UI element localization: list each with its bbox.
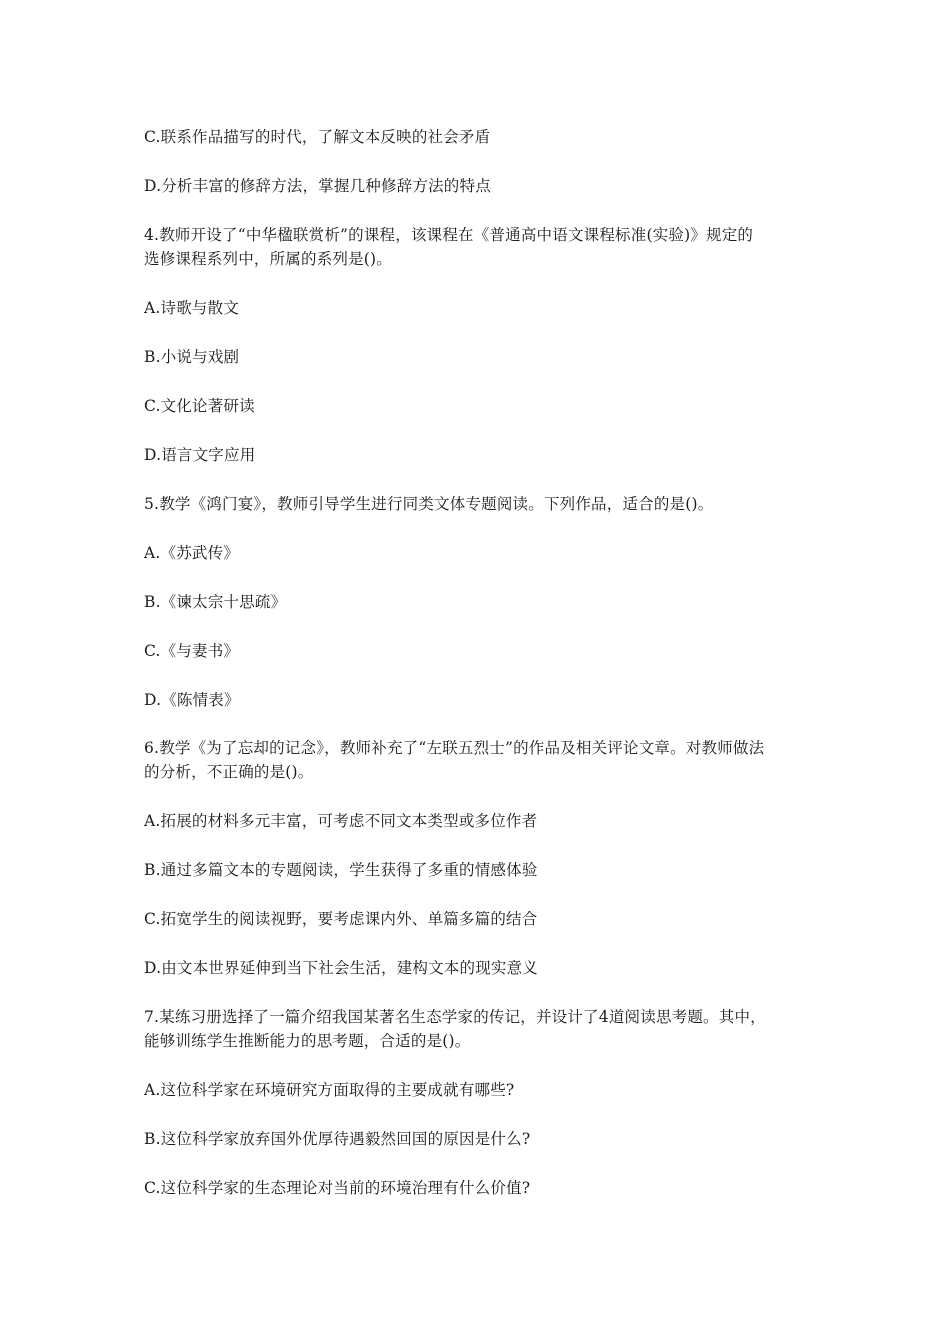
q6-option-b: B.通过多篇文本的专题阅读，学生获得了多重的情感体验 (144, 861, 538, 879)
q4-option-c: C.文化论著研读 (144, 397, 255, 415)
q4-stem-line1: 4.教师开设了“中华楹联赏析”的课程，该课程在《普通高中语文课程标准(实验)》规定的 (144, 226, 754, 244)
q4-option-d: D.语言文字应用 (144, 446, 256, 464)
q4-option-b: B.小说与戏剧 (144, 348, 240, 366)
q6-option-a: A.拓展的材料多元丰富，可考虑不同文本类型或多位作者 (144, 812, 538, 830)
q4-stem-line2: 选修课程系列中，所属的系列是()。 (144, 250, 392, 268)
q6-option-d: D.由文本世界延伸到当下社会生活，建构文本的现实意义 (144, 959, 539, 977)
q3-option-d: D.分析丰富的修辞方法，掌握几种修辞方法的特点 (144, 177, 491, 195)
q5-option-a: A.《苏武传》 (144, 544, 240, 562)
q7-option-a: A.这位科学家在环境研究方面取得的主要成就有哪些? (144, 1081, 515, 1099)
q7-stem-line1: 7.某练习册选择了一篇介绍我国某著名生态学家的传记，并设计了4道阅读思考题。其中， (144, 1008, 766, 1026)
q5-stem: 5.教学《鸿门宴》，教师引导学生进行同类文体专题阅读。下列作品，适合的是()。 (144, 495, 714, 513)
q6-stem-line2: 的分析，不正确的是()。 (144, 763, 314, 781)
q7-stem-line2: 能够训练学生推断能力的思考题，合适的是()。 (144, 1032, 471, 1050)
q7-option-b: B.这位科学家放弃国外优厚待遇毅然回国的原因是什么? (144, 1130, 531, 1148)
q5-option-c: C.《与妻书》 (144, 642, 240, 660)
q7-option-c: C.这位科学家的生态理论对当前的环境治理有什么价值? (144, 1179, 531, 1197)
q5-option-d: D.《陈情表》 (144, 691, 240, 709)
q3-option-c: C.联系作品描写的时代，了解文本反映的社会矛盾 (144, 128, 491, 146)
q4-option-a: A.诗歌与散文 (144, 299, 240, 317)
q6-option-c: C.拓宽学生的阅读视野，要考虑课内外、单篇多篇的结合 (144, 910, 538, 928)
q5-option-b: B.《谏太宗十思疏》 (144, 593, 287, 611)
q6-stem-line1: 6.教学《为了忘却的记念》，教师补充了“左联五烈士”的作品及相关评论文章。对教师做法 (144, 739, 765, 757)
